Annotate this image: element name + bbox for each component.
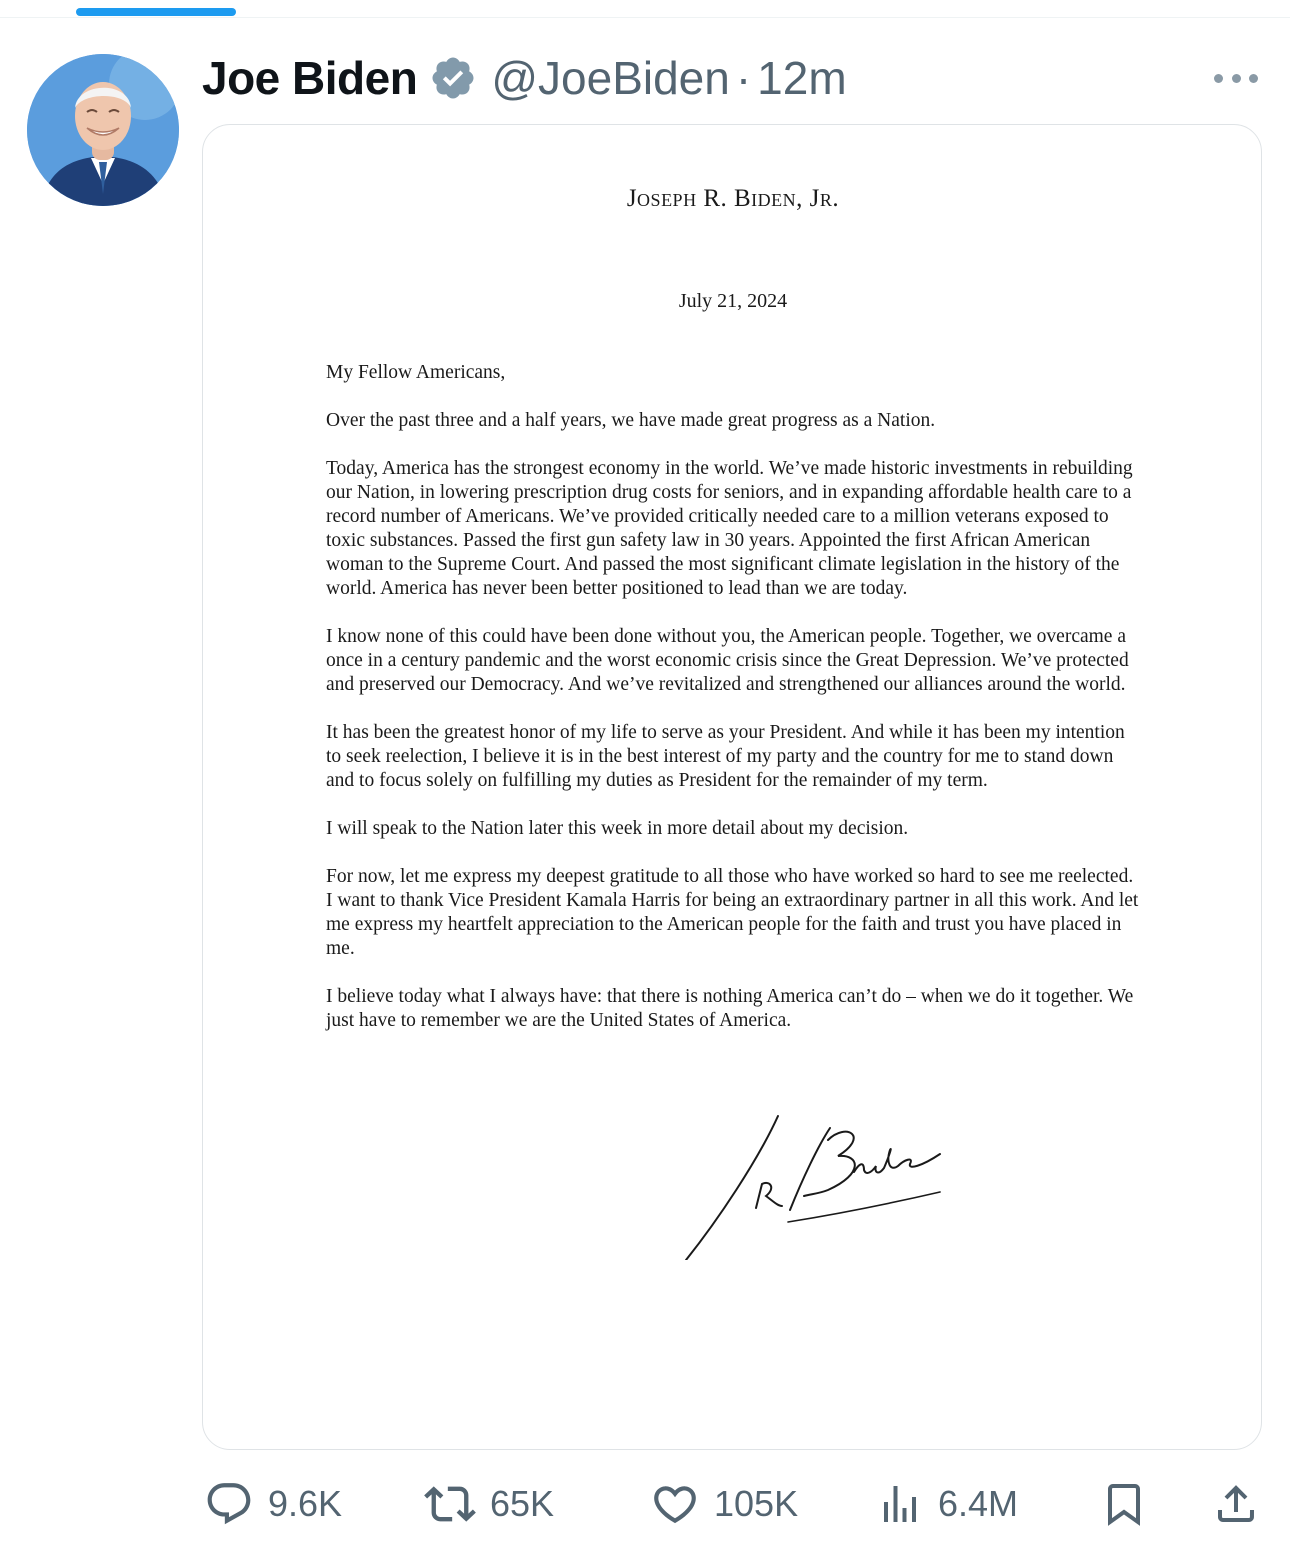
letter-paragraph: For now, let me express my deepest gratitude to all those who have worked so hard to see me reelected. I want to thank Vice President Kamala Harris for being an extraordinary partner in all this work. And let me express my heartfelt appreciation to the American people for the faith and trust you have placed in me.: [326, 866, 1139, 959]
more-options-icon[interactable]: [1212, 64, 1260, 92]
tweet-timestamp[interactable]: 12m: [757, 52, 847, 104]
views-button[interactable]: [876, 1472, 1018, 1536]
letterhead: Joseph R. Biden, Jr.: [626, 185, 840, 212]
signature-image: [678, 1110, 953, 1260]
more-dot: [1232, 74, 1241, 83]
author-name[interactable]: Joe Biden: [202, 52, 418, 104]
reply-count: 9.6K: [268, 1483, 343, 1524]
reply-bubble-icon: [204, 1479, 254, 1529]
share-upload-icon: [1212, 1480, 1260, 1528]
avatar[interactable]: [27, 54, 179, 206]
bar-chart-icon: [876, 1480, 924, 1528]
letter-paragraph: Today, America has the strongest economy in the world. We’ve made historic investments in rebuilding our Nation, in lowering prescription drug costs for seniors, and in expanding affordable health care to a record number of Americans. We’ve provided critically needed care to a million veterans exposed to toxic substances. Passed the first gun safety law in 30 years. Appointed the first African American woman to the Supreme Court. And passed the most significant climate legislation in the history of the world. America has never been better positioned to lead than we are today.: [326, 458, 1133, 599]
letter-paragraph: Over the past three and a half years, we have made great progress as a Nation.: [326, 410, 936, 431]
views-count: 6.4M: [938, 1483, 1019, 1524]
tab-active-indicator: [76, 8, 236, 16]
repost-arrows-icon: [424, 1478, 476, 1530]
letter-paragraph: I will speak to the Nation later this week in more detail about my decision.: [326, 818, 909, 839]
share-button[interactable]: [1212, 1472, 1260, 1536]
top-divider: [0, 17, 1290, 18]
author-handle[interactable]: @JoeBiden: [491, 52, 730, 104]
meta-separator: ·: [735, 52, 752, 104]
heart-icon: [650, 1479, 700, 1529]
tweet-actions-bar: [202, 1472, 1262, 1536]
repost-count: 65K: [490, 1483, 555, 1524]
like-count: 105K: [714, 1483, 799, 1524]
bookmark-icon: [1100, 1480, 1148, 1528]
reply-button[interactable]: [204, 1472, 342, 1536]
tweet-header: [202, 50, 847, 106]
letter-paragraph: I know none of this could have been done without you, the American people. Together, we overcame a once in a century pandemic and the worst economic crisis since the Great Depression. We’ve protected and preserved our Democracy. And we’ve revitalized and strengthened our alliances around the world.: [326, 626, 1129, 695]
more-dot: [1249, 74, 1258, 83]
letter-date: July 21, 2024: [678, 290, 788, 312]
like-button[interactable]: [650, 1472, 798, 1536]
tweet-media-image[interactable]: [202, 124, 1262, 1450]
letter-body: [326, 361, 1141, 1057]
verified-badge-icon[interactable]: [429, 54, 477, 102]
bookmark-button[interactable]: [1100, 1472, 1148, 1536]
letter-paragraph: It has been the greatest honor of my life to serve as your President. And while it has been my intention to seek reelection, I believe it is in the best interest of my party and the country for me to stand down and to focus solely on fulfilling my duties as President for the remainder of my term.: [326, 722, 1125, 791]
letter-paragraph: I believe today what I always have: that there is nothing America can’t do – when we do it together. We just have to remember we are the United States of America.: [326, 986, 1134, 1031]
repost-button[interactable]: [424, 1472, 554, 1536]
letter-salutation: My Fellow Americans,: [326, 362, 506, 383]
more-dot: [1214, 74, 1223, 83]
letter-document: [203, 125, 1262, 1450]
